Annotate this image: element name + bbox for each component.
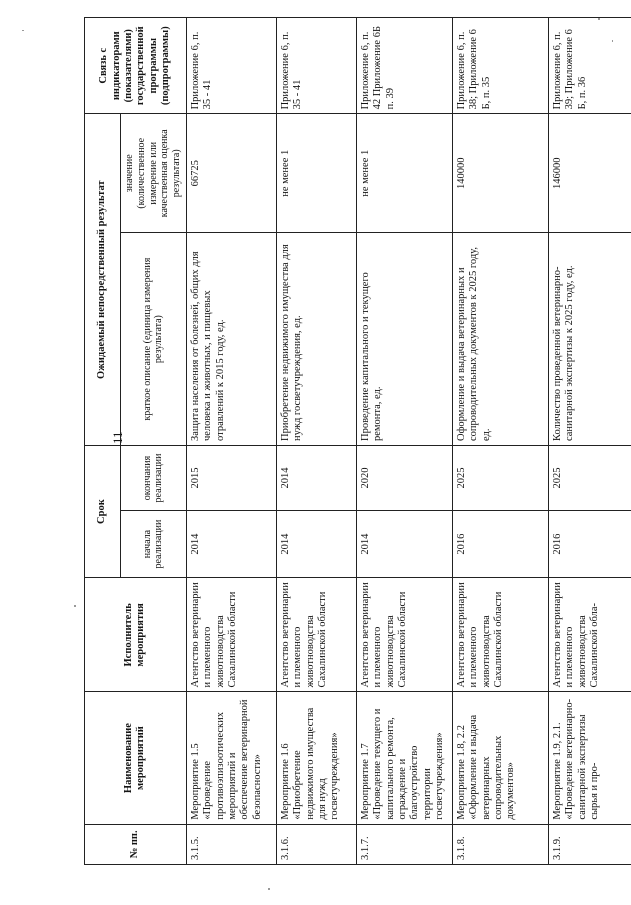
- row-num: 3.1.7.: [356, 824, 452, 864]
- row-executor: Агентство ветеринарии и племенного животноводства Сахалинской обла-: [548, 578, 631, 692]
- header-link: Связь с индикаторами (показателями) государственной программы (подпрограммы): [85, 18, 187, 114]
- row-start: 2014: [276, 511, 356, 578]
- row-link: Приложение 6, п. 35 - 41: [186, 18, 276, 114]
- header-name: Наименование мероприятий: [85, 692, 187, 824]
- row-executor: Агентство ветеринарии и племенного животноводства Сахалинской области: [356, 578, 452, 692]
- table-row: [186, 18, 276, 865]
- header-executor: Исполнитель мероприятия: [85, 578, 187, 692]
- row-name: Мероприятие 1.7 «Проведение текущего и капитального ремонта, ограждение и благоустройство территории госветучреждения»: [356, 692, 452, 824]
- row-start: 2016: [452, 511, 548, 578]
- row-end: 2015: [186, 446, 276, 511]
- row-num: 3.1.8.: [452, 824, 548, 864]
- table-row: [356, 18, 452, 865]
- header-result: Ожидаемый непосредственный результат: [85, 114, 121, 446]
- header-num: № пп.: [85, 824, 187, 864]
- row-name: Мероприятие 1.8, 2.2 «Оформление и выдача ветеринарных сопроводительных документов»: [452, 692, 548, 824]
- row-value: 66725: [186, 114, 276, 233]
- header-result-desc: краткое описание (единица измерения результата): [121, 233, 187, 446]
- row-name: Мероприятие 1.5 «Проведение противоэпизоотических мероприятий и обеспечение ветеринарной безопасности»: [186, 692, 276, 824]
- row-executor: Агентство ветеринарии и племенного животноводства Сахалинской области: [186, 578, 276, 692]
- row-start: 2014: [356, 511, 452, 578]
- row-desc: Количество проведенной ветеринарно-санитарной экспертизы к 2025 году, ед.: [548, 233, 631, 446]
- row-end: 2014: [276, 446, 356, 511]
- page-number: 11: [110, 431, 125, 444]
- row-value: не менее 1: [276, 114, 356, 233]
- row-link: Приложение 6, п. 35 - 41: [276, 18, 356, 114]
- row-executor: Агентство ветеринарии и племенного животноводства Сахалинской области: [276, 578, 356, 692]
- row-link: Приложение 6, п. 39; Приложение 6 Б, п. 36: [548, 18, 631, 114]
- row-link: Приложение 6, п. 42 Приложение 6Б п. 39: [356, 18, 452, 114]
- row-num: 3.1.9.: [548, 824, 631, 864]
- header-result-value: значение (количественное измерение или качественная оценка результата): [121, 114, 187, 233]
- row-desc: Проведение капитального и текущего ремонта, ед.: [356, 233, 452, 446]
- row-link: Приложение 6, п. 38; Приложение 6 Б, п. 35: [452, 18, 548, 114]
- rotated-table-container: [84, 17, 631, 865]
- row-value: не менее 1: [356, 114, 452, 233]
- row-start: 2016: [548, 511, 631, 578]
- header-term-start: начала реализации: [121, 511, 187, 578]
- row-num: 3.1.5.: [186, 824, 276, 864]
- header-term: Срок: [85, 446, 121, 578]
- table-row: [548, 18, 631, 865]
- row-start: 2014: [186, 511, 276, 578]
- scan-speck: [22, 30, 24, 31]
- scan-speck: [268, 888, 270, 890]
- row-desc: Приобретение недвижимого имущества для нужд госветучреждения, ед.: [276, 233, 356, 446]
- header-term-end: окончания реализации: [121, 446, 187, 511]
- scan-speck: [612, 40, 613, 42]
- row-desc: Защита населения от болезней, общих для человека и животных, и пищевых отравлений к 2015 году, ед.: [186, 233, 276, 446]
- row-end: 2025: [452, 446, 548, 511]
- row-desc: Оформление и выдача ветеринарных и сопроводительных документов к 2025 году, ед.: [452, 233, 548, 446]
- row-end: 2025: [548, 446, 631, 511]
- table-row: [276, 18, 356, 865]
- scan-speck: [74, 605, 76, 607]
- row-value: 140000: [452, 114, 548, 233]
- row-end: 2020: [356, 446, 452, 511]
- row-name: Мероприятие 1.6 «Приобретение недвижимого имущества для нужд госветучреждения»: [276, 692, 356, 824]
- row-name: Мероприятие 1.9, 2.1. «Проведение ветеринарно-санитарной экспертизы сырья и про-: [548, 692, 631, 824]
- scan-speck: [598, 18, 600, 20]
- row-value: 146000: [548, 114, 631, 233]
- row-executor: Агентство ветеринарии и племенного животноводства Сахалинской области: [452, 578, 548, 692]
- row-num: 3.1.6.: [276, 824, 356, 864]
- table-row: [452, 18, 548, 865]
- measures-table: [84, 17, 631, 865]
